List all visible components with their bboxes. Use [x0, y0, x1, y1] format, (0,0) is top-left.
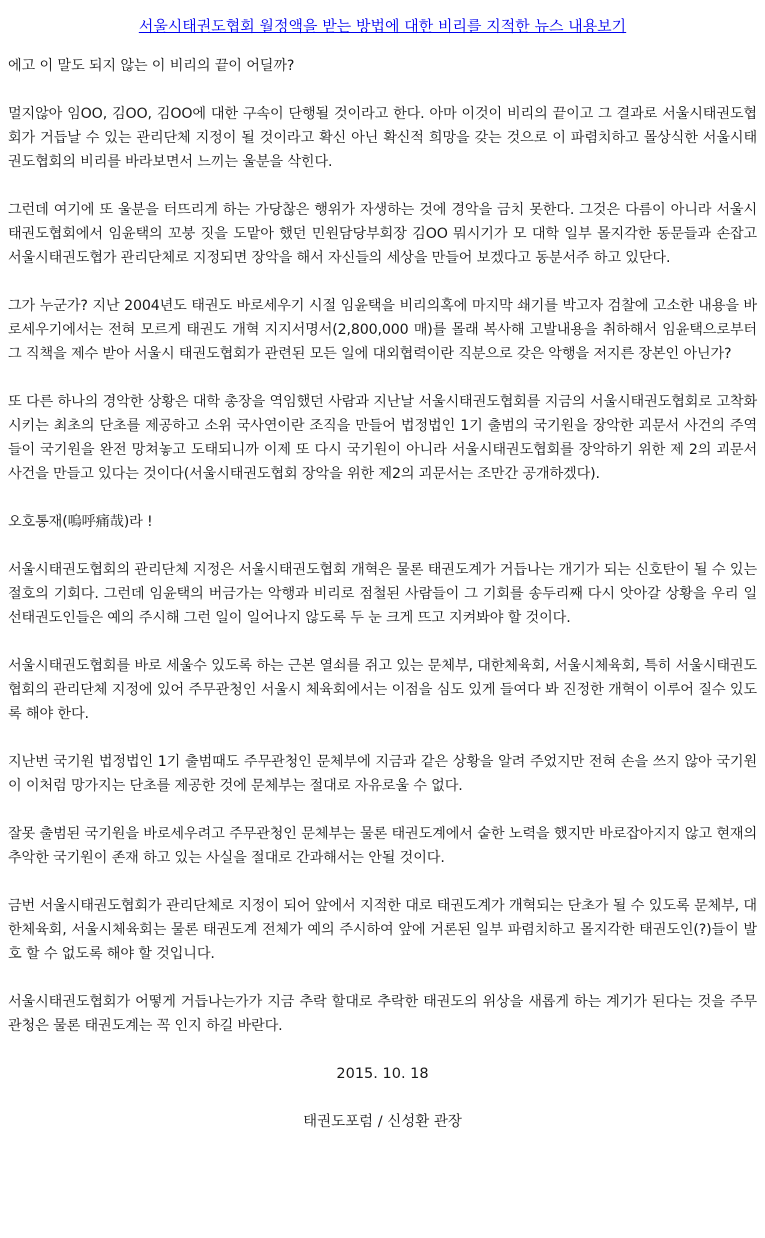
paragraph-2: 멀지않아 임OO, 김OO, 김OO에 대한 구속이 단행될 것이라고 한다. 아마 이것이 비리의 끝이고 그 결과로 서울시태권도협회가 거듭날 수 있는 관리단체 지정이 될 것이라고 확신 아닌 확신적 희망을 갖는 것으로 이 파렴치하고 몰상식한 서울시태권도협회의 비리를 바라보면서 느끼는 울분을 삭힌다. [8, 106, 757, 170]
paragraph-8: 서울시태권도협회를 바로 세울수 있도록 하는 근본 열쇠를 쥐고 있는 문체부, 대한체육회, 서울시체육회, 특히 서울시태권도협회의 관리단체 지정에 있어 주무관청인 서울시 체육회에서는 이점을 심도 있게 들여다 봐 진정한 개혁이 이루어 질수 있도록 해야 한다. [8, 658, 757, 722]
paragraph-3: 그런데 여기에 또 울분을 터뜨리게 하는 가당찮은 행위가 자생하는 것에 경악을 금치 못한다. 그것은 다름이 아니라 서울시태권도협회에서 임윤택의 꼬붕 짓을 도맡아 했던 민원담당부회장 김OO 뭐시기가 모 대학 일부 몰지각한 동문들과 손잡고 서울시태권도협가 관리단체로 지정되면 장악을 해서 자신들의 세상을 만들어 보겠다고 동분서주 하고 있단다. [8, 202, 757, 266]
paragraph-7: 서울시태권도협회의 관리단체 지정은 서울시태권도협회 개혁은 물론 태권도계가 거듭나는 개기가 되는 신호탄이 될 수 있는 절호의 기회다. 그런데 임윤택의 버금가는 악행과 비리로 점철된 사람들이 그 기회를 송두리째 다시 앗아갈 상황을 우리 일선태권도인들은 예의 주시해 그런 일이 일어나지 않도록 두 눈 크게 뜨고 지켜봐야 할 것이다. [8, 562, 757, 626]
paragraph-12: 서울시태권도협회가 어떻게 거듭나는가가 지금 추락 할대로 추락한 태권도의 위상을 새롭게 하는 계기가 된다는 것을 주무관청은 물론 태권도계는 꼭 인지 하길 바란다. [8, 994, 757, 1034]
paragraph-5: 또 다른 하나의 경악한 상황은 대학 총장을 역임했던 사람과 지난날 서울시태권도협회를 지금의 서울시태권도협회로 고착화시키는 최초의 단초를 제공하고 소위 국사연이란 조직을 만들어 법정법인 1기 출범의 국기원을 장악한 괴문서 사건의 주역들이 국기원을 완전 망쳐놓고 도태되니까 이제 또 다시 국기원이 아니라 서울시태권도협회를 장악하기 위한 제 2의 괴문서 사건을 만들고 있다는 것이다(서울시태권도협회 장악을 위한 제2의 괴문서는 조만간 공개하겠다). [8, 394, 757, 482]
article-date: 2015. 10. 18 [336, 1066, 429, 1082]
paragraph-6: 오호통재(嗚呼痛哉)라 ! [8, 514, 153, 530]
paragraph-1: 에고 이 말도 되지 않는 이 비리의 끝이 어딜까? [8, 58, 295, 74]
paragraph-10: 잘못 출범된 국기원을 바로세우려고 주무관청인 문체부는 물론 태권도계에서 숱한 노력을 했지만 바로잡아지지 않고 현재의 추악한 국기원이 존재 하고 있는 사실을 절대로 간과해서는 안될 것이다. [8, 826, 757, 866]
article-title-link[interactable]: 서울시태권도협회 월정액을 받는 방법에 대한 비리를 지적한 뉴스 내용보기 [138, 17, 627, 35]
paragraph-11: 금번 서울시태권도협회가 관리단체로 지정이 되어 앞에서 지적한 대로 태권도계가 개혁되는 단초가 될 수 있도록 문체부, 대한체육회, 서울시체육회는 물론 태권도계 전체가 예의 주시하여 앞에 거론된 일부 파렴치하고 몰지각한 태권도인(?)들이 발호 할 수 없도록 해야 할 것입니다. [8, 898, 757, 962]
article-signature: 태권도포럼 / 신성환 관장 [303, 1114, 462, 1130]
paragraph-4: 그가 누군가? 지난 2004년도 태권도 바로세우기 시절 임윤택을 비리의혹에 마지막 쇄기를 박고자 검찰에 고소한 내용을 바로세우기에서는 전혀 모르게 태권도 개혁 지지서명서(2,800,000 매)를 몰래 복사해 고발내용을 취하해서 임윤택으로부터 그 직책을 제수 받아 서울시 태권도협회가 관련된 모든 일에 대외협력이란 직분으로 갖은 악행을 저지른 장본인 아닌가? [8, 298, 757, 362]
article-title [8, 14, 757, 38]
paragraph-9: 지난번 국기원 법정법인 1기 출범때도 주무관청인 문체부에 지금과 같은 상황을 알려 주었지만 전혀 손을 쓰지 않아 국기원이 이처럼 망가지는 단초를 제공한 것에 문체부는 절대로 자유로울 수 없다. [8, 754, 757, 794]
